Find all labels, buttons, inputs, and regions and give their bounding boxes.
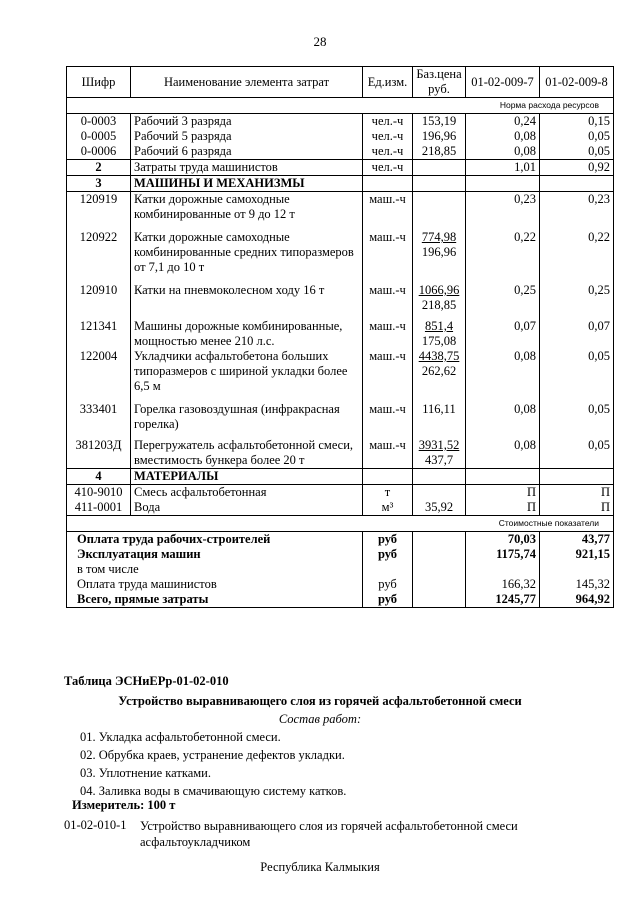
work-item: 03. Уплотнение катками.	[80, 766, 211, 780]
cell-unit: маш.-ч	[363, 283, 413, 313]
section-name: Затраты труда машинистов	[131, 160, 363, 176]
works-title: Состав работ:	[278, 712, 362, 726]
section-row	[67, 469, 614, 485]
cell-v1: 0,23	[466, 192, 540, 223]
cell-name: Горелка газовоздушная (инфракрасная горелка)	[131, 402, 363, 432]
cell-name: Рабочий 3 разряда	[131, 114, 363, 130]
summary-v1: 1245,77	[466, 592, 540, 608]
cell-name: Катки дорожные самоходные комбинированные средних типоразмеров от 7,1 до 10 т	[131, 230, 363, 275]
cell-name: Укладчики асфальтобетона больших типоразмеров с шириной укладки более 6,5 м	[131, 349, 363, 394]
summary-row	[67, 577, 614, 592]
cell-v2: П	[540, 485, 614, 501]
cell-code: 120922	[67, 230, 131, 275]
work-item: 04. Заливка воды в смачивающую систему катков.	[80, 784, 347, 798]
cell-v2: 0,05	[540, 144, 614, 160]
item-code: 01-02-010-1	[64, 818, 127, 832]
summary-row	[67, 592, 614, 608]
cell-unit: маш.-ч	[363, 402, 413, 432]
section-code: 4	[67, 469, 131, 485]
norm-label-row	[67, 98, 614, 114]
summary-v1: 166,32	[466, 577, 540, 592]
cell-unit: маш.-ч	[363, 230, 413, 275]
cell-price	[413, 485, 466, 501]
table-row	[67, 349, 614, 394]
cell-unit: чел.-ч	[363, 129, 413, 144]
summary-row	[67, 547, 614, 562]
cell-code: 381203Д	[67, 438, 131, 469]
cost-label: Стоимостные показатели	[67, 516, 614, 532]
summary-v1: 1175,74	[466, 547, 540, 562]
footer: Республика Калмыкия	[260, 860, 380, 874]
summary-v2: 43,77	[540, 532, 614, 548]
cell-code: 411-0001	[67, 500, 131, 516]
cell-name: Вода	[131, 500, 363, 516]
cell-v1: 0,22	[466, 230, 540, 275]
cell-price: 35,92	[413, 500, 466, 516]
cell-name: Машины дорожные комбинированные, мощностью менее 210 л.с.	[131, 319, 363, 349]
header-col2: 01-02-009-8	[540, 67, 614, 98]
cell-v1: 0,08	[466, 349, 540, 394]
cell-v1: П	[466, 485, 540, 501]
cell-code: 122004	[67, 349, 131, 394]
summary-row	[67, 532, 614, 548]
cell-price: 851,4 175,08	[413, 319, 466, 349]
summary-unit: руб	[363, 592, 413, 608]
section-row	[67, 176, 614, 192]
cell-unit: м³	[363, 500, 413, 516]
cell-price: 3931,52 437,7	[413, 438, 466, 469]
cell-v1: 0,24	[466, 114, 540, 130]
header-unit: Ед.изм.	[363, 67, 413, 98]
table-row	[67, 283, 614, 313]
summary-unit: руб	[363, 547, 413, 562]
cell-code: 410-9010	[67, 485, 131, 501]
cell-unit: маш.-ч	[363, 319, 413, 349]
header-name: Наименование элемента затрат	[131, 67, 363, 98]
work-item: 01. Укладка асфальтобетонной смеси.	[80, 730, 281, 744]
table-title: Таблица ЭСНиЕРр-01-02-010	[64, 674, 229, 688]
cell-v2: 0,05	[540, 402, 614, 432]
summary-row	[67, 562, 614, 577]
cell-v2: 0,23	[540, 192, 614, 223]
section-v2: 0,92	[540, 160, 614, 176]
header-code: Шифр	[67, 67, 131, 98]
summary-name: Всего, прямые затраты	[67, 592, 363, 608]
cell-code: 120919	[67, 192, 131, 223]
summary-unit: руб	[363, 577, 413, 592]
cell-v1: 0,08	[466, 438, 540, 469]
cell-v2: П	[540, 500, 614, 516]
cell-price: 4438,75 262,62	[413, 349, 466, 394]
table-row	[67, 438, 614, 469]
table-row	[67, 500, 614, 516]
measure: Измеритель: 100 т	[72, 798, 176, 812]
cell-code: 120910	[67, 283, 131, 313]
cell-v2: 0,07	[540, 319, 614, 349]
cell-v2: 0,22	[540, 230, 614, 275]
summary-name: Оплата труда рабочих-строителей	[67, 532, 363, 548]
cost-label-row	[67, 516, 614, 532]
table-header	[67, 67, 614, 98]
norm-label: Норма расхода ресурсов	[67, 98, 614, 114]
summary-v1: 70,03	[466, 532, 540, 548]
item-text: Устройство выравнивающего слоя из горячей асфальтобетонной смеси асфальтоукладчиком	[140, 819, 518, 849]
cell-price: 218,85	[413, 144, 466, 160]
cell-price	[413, 192, 466, 223]
work-item: 02. Обрубка краев, устранение дефектов укладки.	[80, 748, 345, 762]
cell-name: Рабочий 6 разряда	[131, 144, 363, 160]
section-name: МАШИНЫ И МЕХАНИЗМЫ	[131, 176, 363, 192]
summary-v2: 921,15	[540, 547, 614, 562]
cell-v2: 0,05	[540, 438, 614, 469]
summary-name: Оплата труда машинистов	[67, 577, 363, 592]
cell-code: 121341	[67, 319, 131, 349]
cell-unit: чел.-ч	[363, 144, 413, 160]
table-row	[67, 114, 614, 130]
cell-unit: маш.-ч	[363, 349, 413, 394]
table-subtitle: Устройство выравнивающего слоя из горячей асфальтобетонной смеси	[118, 694, 522, 708]
header-col1: 01-02-009-7	[466, 67, 540, 98]
section-name: МАТЕРИАЛЫ	[131, 469, 363, 485]
section-code: 2	[67, 160, 131, 176]
section-v1: 1,01	[466, 160, 540, 176]
cell-unit: маш.-ч	[363, 438, 413, 469]
cell-price: 153,19	[413, 114, 466, 130]
cell-v2: 0,15	[540, 114, 614, 130]
cell-v1: 0,08	[466, 144, 540, 160]
cell-price: 116,11	[413, 402, 466, 432]
cell-name: Катки дорожные самоходные комбинированные от 9 до 12 т	[131, 192, 363, 223]
section-unit: чел.-ч	[363, 160, 413, 176]
cell-price: 774,98 196,96	[413, 230, 466, 275]
cell-v2: 0,05	[540, 129, 614, 144]
cell-code: 0-0006	[67, 144, 131, 160]
cell-v1: 0,07	[466, 319, 540, 349]
table-row	[67, 319, 614, 349]
summary-unit: руб	[363, 532, 413, 548]
summary-name: Эксплуатация машин	[67, 547, 363, 562]
cell-v1: П	[466, 500, 540, 516]
table-row	[67, 402, 614, 432]
cell-code: 0-0005	[67, 129, 131, 144]
table-row	[67, 129, 614, 144]
cell-unit: т	[363, 485, 413, 501]
cell-code: 0-0003	[67, 114, 131, 130]
cell-v1: 0,08	[466, 402, 540, 432]
resource-table	[66, 66, 614, 608]
summary-v2: 145,32	[540, 577, 614, 592]
cell-price: 1066,96 218,85	[413, 283, 466, 313]
cell-v1: 0,25	[466, 283, 540, 313]
cell-price: 196,96	[413, 129, 466, 144]
section-row	[67, 160, 614, 176]
cell-name: Перегружатель асфальтобетонной смеси, вместимость бункера более 20 т	[131, 438, 363, 469]
section-code: 3	[67, 176, 131, 192]
header-price: Баз.цена руб.	[413, 67, 466, 98]
cell-name: Рабочий 5 разряда	[131, 129, 363, 144]
cell-code: 333401	[67, 402, 131, 432]
table-row	[67, 485, 614, 501]
cell-unit: маш.-ч	[363, 192, 413, 223]
cell-name: Смесь асфальтобетонная	[131, 485, 363, 501]
cell-unit: чел.-ч	[363, 114, 413, 130]
summary-name: в том числе	[67, 562, 363, 577]
table-row	[67, 230, 614, 275]
page-number: 28	[313, 34, 327, 49]
cell-v2: 0,05	[540, 349, 614, 394]
summary-v2: 964,92	[540, 592, 614, 608]
cell-v2: 0,25	[540, 283, 614, 313]
cell-name: Катки на пневмоколесном ходу 16 т	[131, 283, 363, 313]
table-row	[67, 144, 614, 160]
table-row	[67, 192, 614, 223]
cell-v1: 0,08	[466, 129, 540, 144]
